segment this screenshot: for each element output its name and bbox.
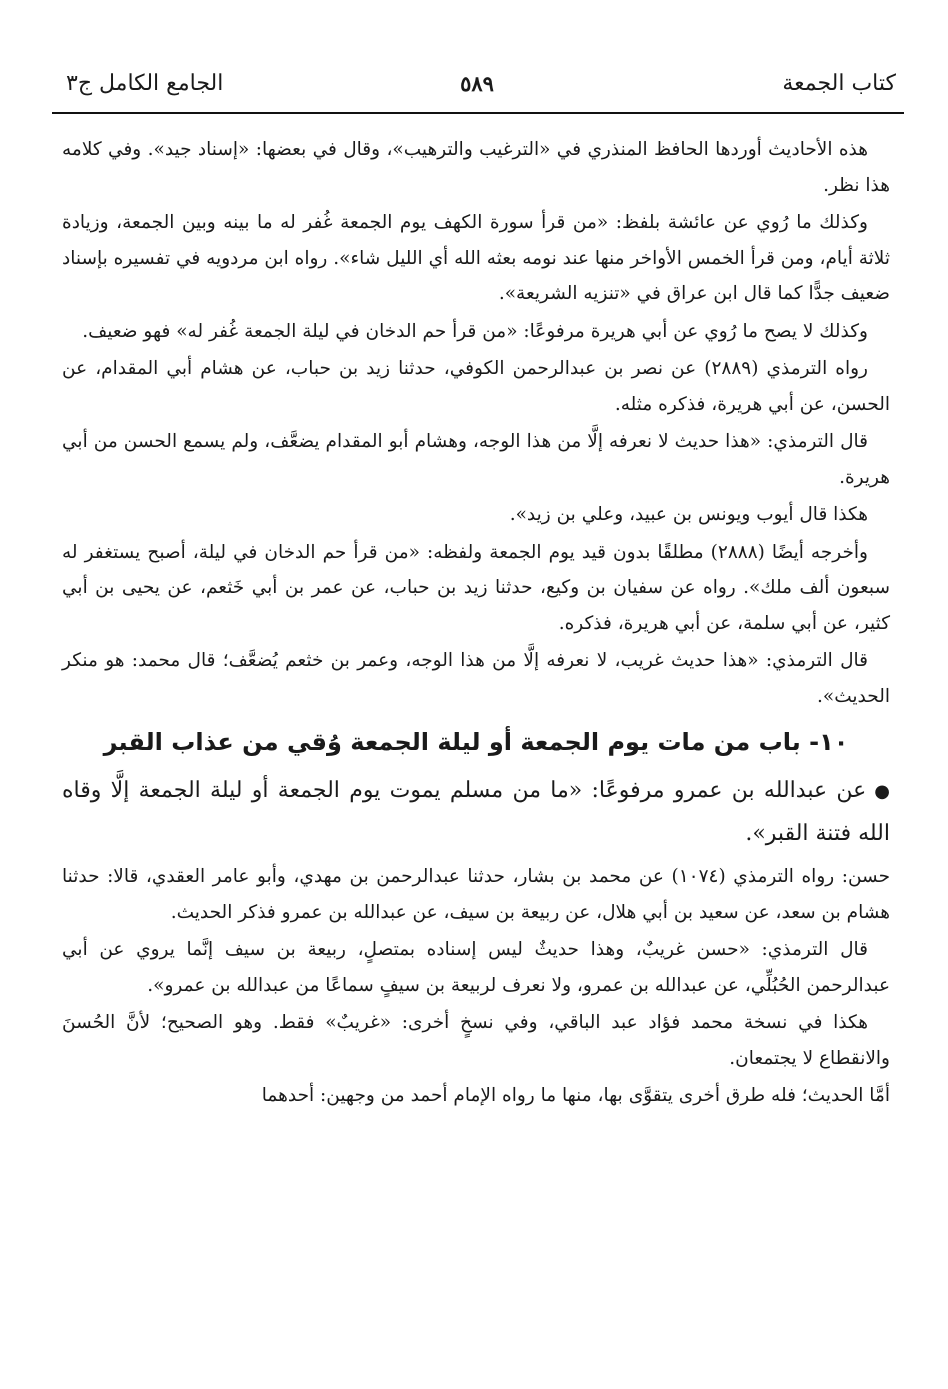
hadith-body: عن عبدالله بن عمرو مرفوعًا: «ما من مسلم يموت يوم الجمعة أو ليلة الجمعة إلَّا وقاه الله فتنة القبر».: [62, 778, 890, 846]
paragraph-12: أمَّا الحديث؛ فله طرق أخرى يتقوَّى بها، منها ما رواه الإمام أحمد من وجهين: أحدهما: [261, 1085, 890, 1106]
paragraph-10: قال الترمذي: «حسن غريبٌ، وهذا حديثٌ ليس إسناده بمتصلٍ، ربيعة بن سيف إنَّما يروي عن أبي عبدالرحمن الحُبُلِّي، عن عبدالله بن عمرو، ولا نعرف لربيعة بن سيفٍ سماعًا من عبدالله بن عمرو».: [62, 939, 890, 996]
paragraph-4: رواه الترمذي (٢٨٨٩) عن نصر بن عبدالرحمن الكوفي، حدثنا زيد بن حباب، عن هشام أبي المقدام، عن الحسن، عن أبي هريرة، فذكره مثله.: [62, 358, 890, 415]
page-body: [62, 132, 890, 1116]
paragraph-5: قال الترمذي: «هذا حديث لا نعرفه إلَّا من هذا الوجه، وهشام أبو المقدام يضعَّف، ولم يسمع الحسن من أبي هريرة.: [62, 431, 890, 488]
paragraph-9: حسن: رواه الترمذي (١٠٧٤) عن محمد بن بشار، حدثنا عبدالرحمن بن مهدي، وأبو عامر العقدي، قالا: حدثنا هشام بن سعد، عن سعيد بن أبي هلال، عن ربيعة بن سيف، عن عبدالله بن عمرو فذكر الحديث.: [62, 866, 890, 923]
paragraph-1: هذه الأحاديث أوردها الحافظ المنذري في «الترغيب والترهيب»، وقال في بعضها: «إسناد جيد». وفي كلامه هذا نظر.: [62, 139, 890, 196]
bullet-icon: ●: [874, 781, 890, 802]
chapter-title: كتاب الجمعة: [782, 71, 896, 96]
paragraph-3: وكذلك لا يصح ما رُوي عن أبي هريرة مرفوعًا: «من قرأ حم الدخان في ليلة الجمعة غُفر له» فهو ضعيف.: [82, 320, 868, 342]
hadith-text: [62, 770, 890, 855]
paragraph-2: وكذلك ما رُوي عن عائشة بلفظ: «من قرأ سورة الكهف يوم الجمعة غُفر له ما بينه وبين الجمعة، وزيادة ثلاثة أيام، ومن قرأ الخمس الأواخر منها عند نومه بعثه الله أي الليل شاء». رواه ابن مردويه في تفسيره بإسناد ضعيف جدًّا كما قال ابن عراق في «تنزيه الشريعة».: [62, 212, 890, 304]
page-header: [58, 66, 896, 110]
paragraph-8: قال الترمذي: «هذا حديث غريب، لا نعرفه إلَّا من هذا الوجه، وعمر بن خثعم يُضعَّف؛ قال محمد: هو منكر الحديث».: [62, 650, 890, 707]
volume-title: الجامع الكامل ج٣: [66, 71, 224, 96]
header-divider: [52, 112, 904, 114]
page-number: ٥٨٩: [460, 71, 494, 96]
paragraph-11: هكذا في نسخة محمد فؤاد عبد الباقي، وفي نسخٍ أخرى: «غريبٌ» فقط. وهو الصحيح؛ لأنَّ الحُسنَ والانقطاع لا يجتمعان.: [62, 1012, 890, 1069]
paragraph-7: وأخرجه أيضًا (٢٨٨٨) مطلقًا بدون قيد يوم الجمعة ولفظه: «من قرأ حم الدخان في ليلة، أصبح يستغفر له سبعون ألف ملك». رواه عن سفيان بن وكيع، حدثنا زيد بن حباب، عن عمر بن أبي خَثعم، عن يحيى بن أبي كثير، عن أبي سلمة، عن أبي هريرة، فذكره.: [62, 541, 890, 634]
section-heading: ١٠- باب من مات يوم الجمعة أو ليلة الجمعة وُقي من عذاب القبر: [103, 728, 849, 756]
paragraph-6: هكذا قال أيوب ويونس بن عبيد، وعلي بن زيد».: [509, 504, 868, 525]
